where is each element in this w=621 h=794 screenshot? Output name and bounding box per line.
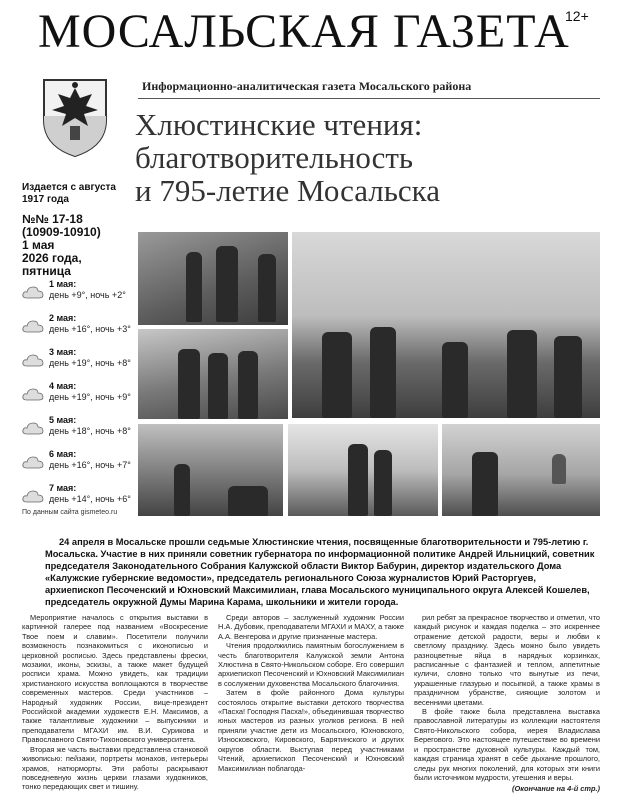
article-column-1 bbox=[22, 613, 208, 792]
weather-temp: день +16°, ночь +7° bbox=[49, 460, 131, 470]
event-photo bbox=[138, 424, 283, 516]
paragraph: В фойе также была представлена выставка православной литературы из коллекции настоятеля Свято-Никольского собора, иерея Владислава Берегового. Это настоящее путешествие во времени и пространстве духовной культуры. Каждый том, каждая страница хранят в себе дыхание прошлого, следы рук многих поколений, для которых эти книги были источником мудрости, утешения и веры. bbox=[414, 707, 600, 782]
weather-day bbox=[22, 347, 137, 381]
weather-temp: день +18°, ночь +8° bbox=[49, 426, 131, 436]
issue-total: (10909-10910) bbox=[22, 225, 101, 239]
weather-day bbox=[22, 415, 137, 449]
paragraph: Мероприятие началось с открытия выставки в картинной галерее под названием «Воскресение Твое поем и славим». Посетители получили возможность познакомиться с иконописью и церковной росписью. Здесь представлены фрески, мозаики, иконы, эскизы, а также макет будущей росписи храма. Можно увидеть, как традиции христианского искусства воплощаются в творчестве современных мастеров. Среди участников – Народный художник России, вице-президент Российской академии художеств Е.Н. Максимов, а также талантливые художники – выпускники и преподаватели МГАХИ им. В.И. Сурикова и Православного Свято-Тихоновского университета. bbox=[22, 613, 208, 745]
cloud-icon bbox=[22, 353, 44, 367]
weather-source: По данным сайта gismeteo.ru bbox=[22, 509, 118, 516]
event-photo bbox=[442, 424, 600, 516]
issue-info bbox=[22, 213, 132, 278]
issue-numbers: №№ 17-18 bbox=[22, 212, 83, 226]
article-column-2 bbox=[218, 613, 404, 773]
headline-line-1: Хлюстинские чтения: bbox=[135, 107, 423, 142]
age-rating-badge: 12+ bbox=[565, 8, 589, 24]
continuation-note: (Окончание на 4-й стр.) bbox=[512, 784, 600, 794]
weather-temp: день +19°, ночь +9° bbox=[49, 392, 131, 402]
divider bbox=[138, 98, 600, 99]
newspaper-title: МОСАЛЬСКАЯ ГАЗЕТА bbox=[38, 5, 570, 58]
issue-weekday: пятница bbox=[22, 264, 71, 278]
article-lead: 24 апреля в Мосальске прошли седьмые Хлюстинские чтения, посвященные благотворительности и 795-летию г. Мосальска. Участие в них приняли советник губернатора по информационной политике Андрей Ильницкий, советник председателя Законодательного Собрания Калужской области Виктор Бабурин, директор издательского Дома «Калужские губернские ведомости», председатель регионального Союза журналистов Юрий Расторгуев, архиепископ Песоченский и Юхновский Максимилиан, глава Мосальского муниципального округа Алексей Кошелев, председатель окружной Думы Марина Карама, школьники и жители города. bbox=[45, 537, 595, 607]
issue-date: 1 мая bbox=[22, 238, 55, 252]
weather-temp: день +19°, ночь +8° bbox=[49, 358, 131, 368]
weather-day bbox=[22, 381, 137, 415]
paragraph: Среди авторов – заслуженный художник России Н.А. Дубовик, преподаватели МГАХИ и МАХУ, а также А.А. Венгерова и другие признанные мастера. bbox=[218, 613, 404, 641]
cloud-icon bbox=[22, 421, 44, 435]
event-photo bbox=[288, 424, 438, 516]
masthead bbox=[0, 2, 621, 62]
paragraph: Затем в фойе районного Дома культуры состоялось открытие выставки детского творчества «Пасха! Господня Пасха!», объединившая творчество юных мастеров из разных уголков региона. В ней приняли участие дети из Мосальского, Юхновского, Износковского, Кировского, Барятинского и других округов области. Выступая перед участниками Чтений, архиепископ Песоченский и Юхновский Максимилиан поблагода- bbox=[218, 688, 404, 773]
cloud-icon bbox=[22, 387, 44, 401]
cloud-icon bbox=[22, 455, 44, 469]
weather-day bbox=[22, 279, 137, 313]
weather-date: 3 мая: bbox=[49, 347, 77, 357]
weather-day bbox=[22, 449, 137, 483]
newspaper-subtitle: Информационно-аналитическая газета Мосальского района bbox=[142, 79, 472, 93]
issue-year: 2026 года, bbox=[22, 251, 82, 265]
cloud-icon bbox=[22, 489, 44, 503]
weather-temp: день +14°, ночь +6° bbox=[49, 494, 131, 504]
weather-date: 5 мая: bbox=[49, 415, 77, 425]
weather-date: 4 мая: bbox=[49, 381, 77, 391]
event-photo bbox=[138, 329, 288, 419]
paragraph: Вторая же часть выставки представлена станковой живописью: пейзажи, портреты монахов, интерьеры храмов, натюрморты. Эти работы раскрывают повседневную жизнь церкви глазами художников, тонко передающих свет и тишину. bbox=[22, 744, 208, 792]
cloud-icon bbox=[22, 319, 44, 333]
headline bbox=[135, 108, 440, 207]
article-body bbox=[22, 613, 600, 794]
weather-date: 2 мая: bbox=[49, 313, 77, 323]
article-column-3 bbox=[414, 613, 600, 794]
weather-temp: день +16°, ночь +3° bbox=[49, 324, 131, 334]
weather-date: 1 мая: bbox=[49, 279, 77, 289]
event-photo bbox=[138, 232, 288, 325]
cloud-icon bbox=[22, 285, 44, 299]
coat-of-arms-icon bbox=[40, 76, 110, 158]
weather-forecast bbox=[22, 279, 137, 517]
weather-day bbox=[22, 313, 137, 347]
paragraph: рил ребят за прекрасное творчество и отметил, что каждый рисунок и каждая поделка – это искреннее отражение детской радости, веры и любви к светлому празднику. Здесь можно было увидеть разноцветные яйца в нарядных корзинках, расписанные с фантазией и теплом, аппетитные куличи, словно только что вынутые из печи, украшенные глазурью и посыпкой, а также храмы в праздничном убранстве, сияющие золотом и весенними цветами. bbox=[414, 613, 600, 707]
weather-temp: день +9°, ночь +2° bbox=[49, 290, 126, 300]
headline-line-2: благотворительность bbox=[135, 140, 414, 175]
weather-date: 6 мая: bbox=[49, 449, 77, 459]
headline-line-3: и 795-летие Мосальска bbox=[135, 173, 440, 208]
paragraph: Чтения продолжились памятным богослужением в честь благотворителя Калужской земли Антона Хлюстина в Свято-Никольском соборе. Его совершил архиепископ Песоченский и Юхновский Максимилиан в сослужении духовенства Мосальского благочиния. bbox=[218, 641, 404, 688]
event-photo bbox=[292, 232, 600, 418]
weather-date: 7 мая: bbox=[49, 483, 77, 493]
published-since: Издается с августа 1917 года bbox=[22, 182, 116, 205]
